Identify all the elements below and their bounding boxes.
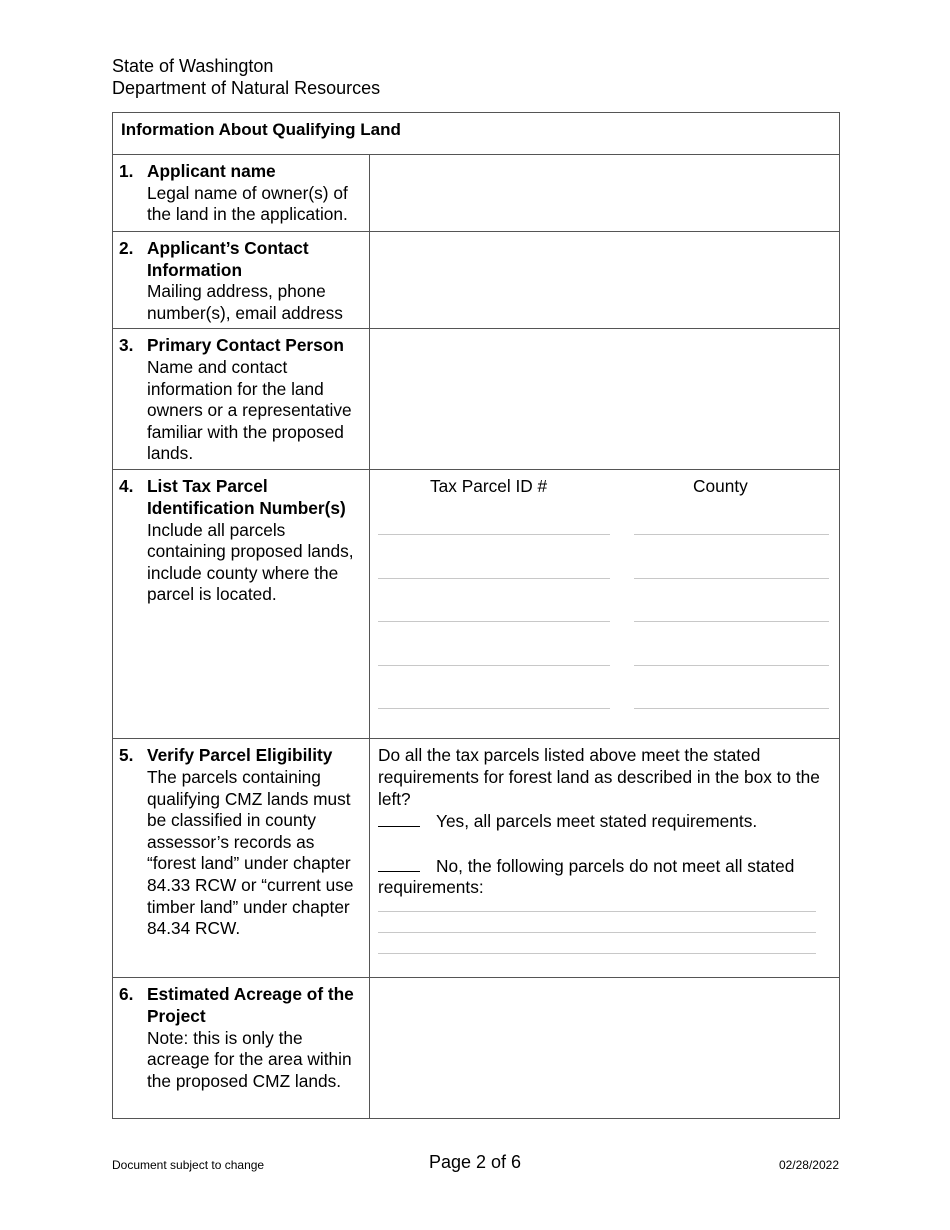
question-estimated-acreage xyxy=(113,978,370,1119)
header-department: Department of Natural Resources xyxy=(112,77,381,98)
question-applicant-name xyxy=(113,155,370,232)
yes-checkline[interactable] xyxy=(378,810,420,827)
ineligible-parcels-line[interactable] xyxy=(378,912,816,933)
footer-disclaimer: Document subject to change xyxy=(112,1158,265,1172)
document-header xyxy=(112,56,380,99)
question-title: Estimated Acreage of the Project xyxy=(147,984,354,1026)
question-number: 5. xyxy=(119,745,134,766)
county-line[interactable] xyxy=(634,534,829,535)
tax-parcel-id-line[interactable] xyxy=(378,665,610,666)
tax-parcel-row xyxy=(370,554,839,598)
tax-parcel-row xyxy=(370,597,839,641)
tax-parcel-id-header: Tax Parcel ID # xyxy=(430,476,548,497)
tax-parcel-row xyxy=(370,684,839,728)
question-parcel-eligibility xyxy=(113,739,370,978)
applicant-name-field[interactable] xyxy=(370,155,840,232)
question-title: Applicant’s Contact Information xyxy=(147,238,309,280)
question-primary-contact xyxy=(113,329,370,470)
estimated-acreage-field[interactable] xyxy=(370,978,840,1119)
question-tax-parcels xyxy=(113,470,370,739)
ineligible-parcels-line[interactable] xyxy=(378,899,816,912)
question-desc: The parcels containing qualifying CMZ lands must be classified in county assessor’s records as “forest land” under chapter 84.33 RCW or “current use timber land” under chapter 84.34 RCW. xyxy=(147,766,354,939)
question-title: Applicant name xyxy=(147,161,276,181)
eligibility-question: Do all the tax parcels listed above meet the stated requirements for forest land as described in the box to the left? xyxy=(378,745,820,809)
county-line[interactable] xyxy=(634,708,829,709)
section-title: Information About Qualifying Land xyxy=(113,113,840,155)
no-option xyxy=(378,855,833,899)
ineligible-parcels-line[interactable] xyxy=(378,933,816,954)
county-line[interactable] xyxy=(634,665,829,666)
county-header: County xyxy=(693,476,748,497)
page-number: Page 2 of 6 xyxy=(428,1152,522,1172)
yes-option xyxy=(378,810,833,833)
no-option-label: No, the following parcels do not meet all stated requirements: xyxy=(378,855,795,898)
question-desc: Mailing address, phone number(s), email address xyxy=(147,281,343,323)
question-number: 4. xyxy=(119,476,134,497)
tax-parcel-id-line[interactable] xyxy=(378,534,610,535)
question-title: List Tax Parcel Identification Number(s) xyxy=(147,476,346,518)
no-checkline[interactable] xyxy=(378,855,420,872)
question-title: Verify Parcel Eligibility xyxy=(147,745,333,766)
header-state: State of Washington xyxy=(112,56,274,76)
tax-parcel-row xyxy=(370,510,839,554)
question-desc: Include all parcels containing proposed lands, include county where the parcel is located. xyxy=(147,519,354,605)
eligibility-answer xyxy=(370,739,840,978)
question-desc: Note: this is only the acreage for the area within the proposed CMZ lands. xyxy=(147,1027,352,1091)
yes-option-label: Yes, all parcels meet stated requirements. xyxy=(436,811,758,832)
tax-parcel-table xyxy=(370,470,840,739)
question-title: Primary Contact Person xyxy=(147,335,344,356)
question-desc: Name and contact information for the land owners or a representative familiar with the proposed lands. xyxy=(147,356,352,464)
tax-parcel-id-line[interactable] xyxy=(378,708,610,709)
qualifying-land-form xyxy=(112,112,840,1119)
county-line[interactable] xyxy=(634,621,829,622)
footer-date: 02/28/2022 xyxy=(778,1158,839,1172)
question-desc: Legal name of owner(s) of the land in the application. xyxy=(147,182,348,225)
tax-parcel-row xyxy=(370,641,839,685)
question-number: 1. xyxy=(119,161,134,181)
question-contact-info xyxy=(113,232,370,329)
contact-info-field[interactable] xyxy=(370,232,840,329)
primary-contact-field[interactable] xyxy=(370,329,840,470)
question-number: 3. xyxy=(119,335,134,356)
question-number: 2. xyxy=(119,238,134,258)
county-line[interactable] xyxy=(634,578,829,579)
tax-parcel-id-line[interactable] xyxy=(378,621,610,622)
question-number: 6. xyxy=(119,984,134,1005)
tax-parcel-id-line[interactable] xyxy=(378,578,610,579)
